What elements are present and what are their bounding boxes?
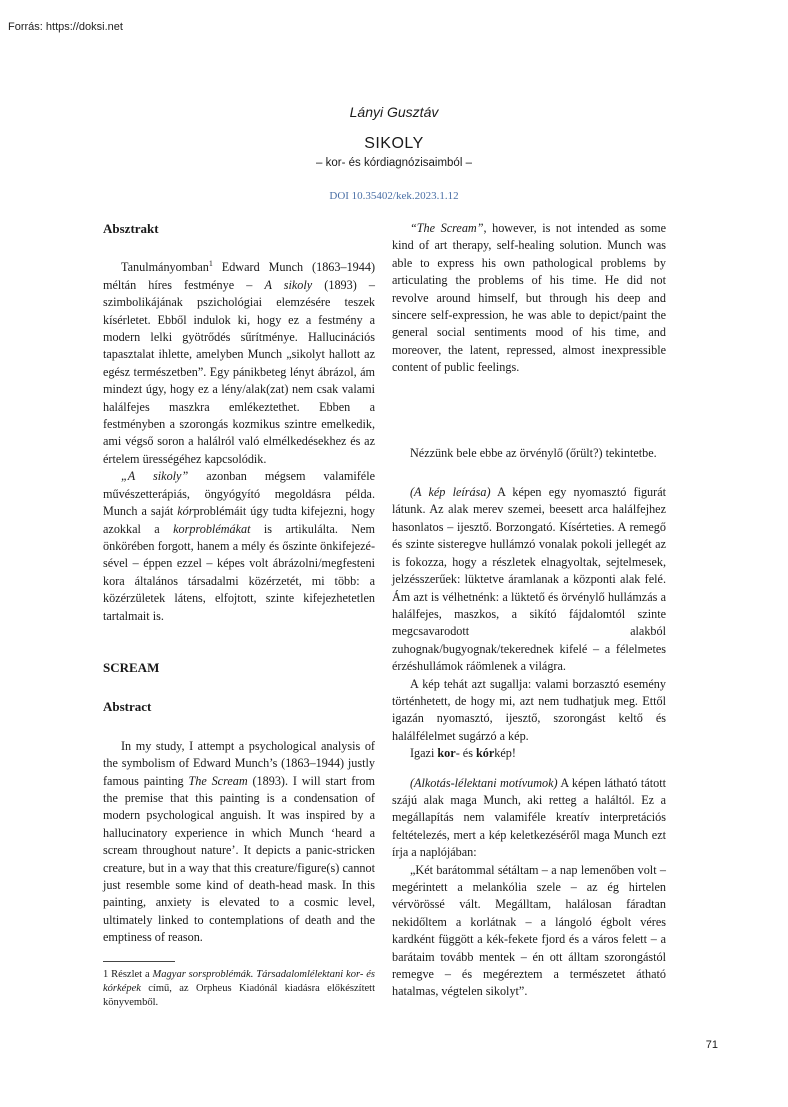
footnote-divider: [103, 961, 175, 962]
abstract-en-heading: Abstract: [103, 699, 152, 715]
description-paragraph: (A kép leírása) A képen egy nyomasztó figurát látunk. Az alak merev szemei, beesett arca halálfejhez hasonlatos – ijesztő. Borzongató. Kísérteties. A remegő és szinte sisteregve hullámzó vonalak pokoli jellegét az is fokozza, hogy a részletek elnagyoltak, sejtelmesek, jelzésszerűek: lüktetve áramlanak a központi alak felé. Ám azt is vélhetnénk: a lüktető és örvénylő hullámzás a halálfejes, maszkos, a sikító fájdalomtól szinte megcsavarodott alakból zuhognak/bugyognak/tekerednek kifelé – a félelmetes érzéshullámok ráömlenek a világra.: [392, 485, 666, 674]
right-column: [392, 220, 666, 1001]
motif-paragraph: (Alkotás-lélektani motívumok) A képen látható tátott szájú alak maga Munch, aki retteg a haláltól. Ez a megállapítás nem valamiféle kreatív interpretációs feltételezés, mert a kép keletkezéséről maga Munch ezt írja a naplójában:: [392, 775, 666, 860]
article-title: SIKOLY: [364, 135, 424, 152]
quote-paragraph: „Két barátommal sétáltam – a nap lemenőben volt – megérintett a melankólia szele – az ég hirtelen vérvörössé vált. Megálltam, halálosan fáradtan nekidőltem a korlátnak – a lángoló égbolt véres kardként függött a kék-fekete fjord és a város felett – a barátaim tovább mentek – én ott álltam szorongástól remegve – és megéreztem a természetet átható hatalmas, végtelen sikolyt”.: [392, 862, 666, 999]
abstract-hu-paragraph-2: „A sikoly” azonban mégsem valamiféle művészetterápiás, öngyógyító megoldásra példa. Munch a saját kórproblémáit úgy tudta kifejezni, hogy azokkal a korproblémákat is artikulálta. Nem önkörében forgott, hanem a mély és őszinte önkifejezésével – éppen ezzel – képes volt ábrázolni/megfesteni kora általános társadalmi közérzetét, mi több: a közérzületek látens, elfojtott, szinte kifejezhetetlen tartalmait is.: [103, 469, 375, 623]
abstract-en-paragraph-2: “The Scream”, however, is not intended as some kind of art therapy, self-healing solution. Munch was able to express his own pathological problems by articulating the problems of his time. He did not revolve around himself, but through his deep and sincere self-expression, he was able to depict/paint the general social sentiments mood of his time, and moreover, the latent, repressed, almost inexpressible content of public feelings.: [392, 221, 666, 375]
intro-paragraph: Nézzünk bele ebbe az örvénylő (őrült?) tekintetbe.: [410, 445, 657, 460]
left-column: [103, 220, 375, 1010]
article-subtitle: – kor- és kórdiagnózisaimból –: [316, 157, 472, 169]
footnote: 1 Részlet a Magyar sorsproblémák. Társadalomlélektani kor- és kórképek című, az Orpheus Kiadónál kiadásra előkészített könyvemből.: [103, 968, 375, 1008]
doi-link[interactable]: DOI 10.35402/kek.2023.1.12: [329, 190, 459, 202]
author-name: Lányi Gusztáv: [349, 104, 439, 120]
footnote-ref[interactable]: 1: [208, 259, 213, 269]
abstract-en-paragraph-1: In my study, I attempt a psychological analysis of the symbolism of Edward Munch’s (1863–1944) justly famous painting The Scream (1893). I will start from the premise that this painting is a condensation of modern psychological anguish. It was inspired by a hallucinatory experience in which Munch ‘heard a scream throughout nature’. It depicts a panic-stricken creature, but in a way that this creature/figure(s) cannot just resemble some kind of death-head mask. In this painting, anxiety is elevated to a cosmic level, ultimately linked to contemplations of death and the emptiness of reason.: [103, 738, 375, 945]
suggest-paragraph: A kép tehát azt sugallja: valami borzasztó esemény történhetett, de hogy mi, azt nem tudhatjuk meg. Ettől igazán nyomasztó, ijesztő, szorongást keltő és halálfélelmet sugárzó a kép.: [392, 676, 666, 743]
source-label: Forrás: https://doksi.net: [8, 21, 123, 33]
abstract-hu-heading: Absztrakt: [103, 221, 159, 236]
abstract-hu-paragraph-1: Tanulmányomban$^1$ Edward Munch (1863–1944) méltán híres festménye – A sikoly (1893) – szimbolikájának pszichológiai elemzésére teszek kísérletet. Ebből indulok ki, hogy ez a festmény a modern lelki gyötrődés sűrítménye. Hallucinációs tapasztalat ihlette, amelyben Munch „sikolyt hallott az egész természetben”. Egy pánikbeteg lényt ábrázol, ám mindezt úgy, hogy ez a lény/alak(zat) nem csak valami halálfejes maszkra emlékeztethet. Ebben a festményben a szorongás kozmikus szintre emelkedik, ami végső soron a halálról való elmélkedésekhez és az értelem ürességéhez kapcsolódik.: [103, 259, 375, 466]
page-number: 71: [705, 1039, 718, 1051]
scream-heading: SCREAM: [103, 659, 160, 675]
igazi-line: Igazi kor- és kórkép!: [410, 746, 516, 761]
